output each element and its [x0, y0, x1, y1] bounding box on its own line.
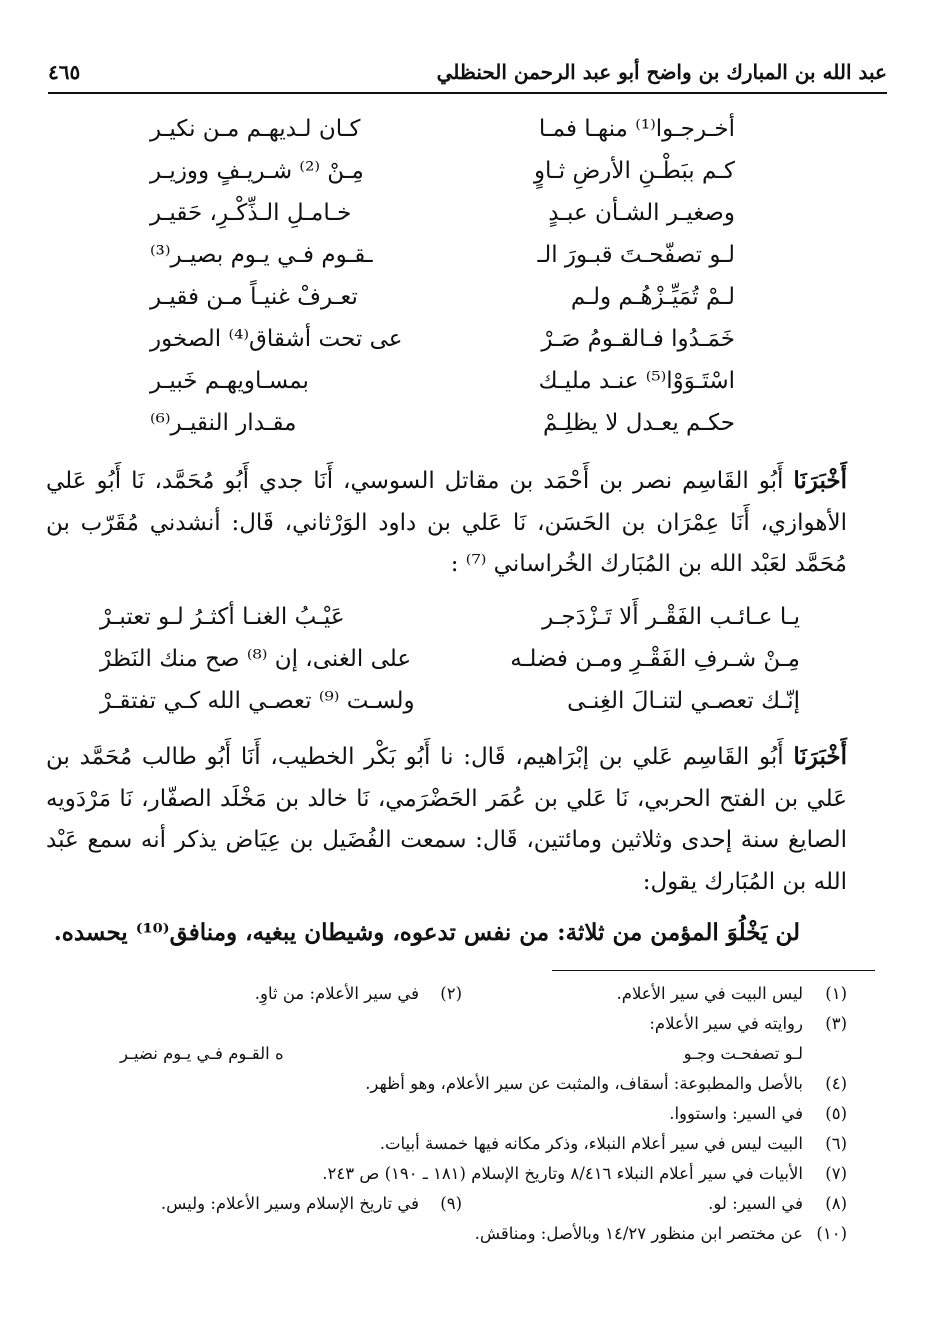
verse-first-hemistich: خَمَـدُوا فـالقـومُ صَـرْ [541, 326, 735, 352]
verse-first-hemistich: إنّـك تعصـي لتنـالَ الغِنـى [567, 688, 800, 714]
footnote-verse-second-hemistich: ه القـوم فـي يـوم نضيـر [120, 1044, 284, 1063]
footnote-rule [552, 970, 875, 971]
verse [150, 410, 735, 452]
verse-first-hemistich: حكـم يعـدل لا يظلِـمْ [543, 410, 735, 436]
footnote [70, 1224, 847, 1254]
verse-second-hemistich: تعـرفْ غنيـاً مـن فقيـر [150, 284, 358, 310]
footnote-number: (٥) [825, 1104, 847, 1123]
isnad-paragraph-second [46, 736, 847, 903]
footnote-number: (٦) [825, 1134, 847, 1153]
verse [100, 646, 800, 688]
verse-second-hemistich: على الغنى، إن ⁽⁸⁾ صح منك النَظرْ [100, 646, 412, 672]
header-rule [48, 92, 887, 94]
running-head-title: عبد الله بن المبارك بن واضح أبو عبد الرحمن الحنظلي [436, 60, 887, 84]
verse [100, 604, 800, 646]
verse [150, 200, 735, 242]
verse-second-hemistich: خـامـلِ الـذِّكْـرِ، حَقيـر [150, 200, 352, 226]
verse [150, 368, 735, 410]
verse [100, 688, 800, 730]
footnotes [70, 984, 847, 1254]
footnote-number: (١) [825, 984, 847, 1003]
footnote-number: (٢) [440, 984, 462, 1003]
verse-first-hemistich: يـا عـائـب الفَقْـر أَلا تَـزْدَجـر [542, 604, 800, 630]
verse [150, 326, 735, 368]
verse-first-hemistich: وصغيـر الشـأن عبـدٍ [548, 200, 735, 226]
verse-second-hemistich: ـقـوم فـي يـوم بصيـر⁽³⁾ [150, 242, 373, 268]
paragraph-text: أَبُو القَاسِم نصر بن أَحْمَد بن مقاتل السوسي، أَنَا جدي أَبُو مُحَمَّد، نَا أَبُو عَلي الأهوازي، أَنَا عِمْرَان بن الحَسَن، نَا عَلي بن داود الوَرْثاني، قَال: أنشدني مُقَرّب بن مُحَمَّد لعَبْد الله بن المُبَارك الخُراساني ⁽⁷⁾ : [46, 468, 847, 577]
quoted-saying: لن يَخْلُوَ المؤمن من ثلاثة: من نفس تدعوه، وشيطان يبغيه، ومنافق⁽¹⁰⁾ يحسده. [53, 919, 800, 946]
footnote-number: (٣) [825, 1014, 847, 1033]
verse-first-hemistich: لـمْ تُمَيِّـزْهُـم ولـم [570, 284, 735, 310]
verse-second-hemistich: مِـنْ ⁽²⁾ شـريـفٍ ووزيـر [150, 158, 364, 184]
footnote-text: ليس البيت في سير الأعلام. [616, 984, 803, 1003]
footnote-number: (٩) [440, 1194, 462, 1213]
verse-first-hemistich: اسْتَـوَوْا⁽⁵⁾ عنـد مليـك [538, 368, 735, 394]
footnote-text: في السير: لو. [708, 1194, 803, 1213]
footnote [70, 984, 847, 1014]
verse-first-hemistich: أخـرجـوا⁽¹⁾ منهـا فمـا [538, 116, 735, 142]
footnote [70, 1194, 847, 1224]
footnote-number: (٨) [825, 1194, 847, 1213]
footnote-text: الأبيات في سير أعلام النبلاء ٨/٤١٦ وتاريخ الإسلام (١٨١ ـ ١٩٠) ص ٢٤٣. [322, 1164, 803, 1183]
footnote-text: البيت ليس في سير أعلام النبلاء، وذكر مكانه فيها خمسة أبيات. [379, 1134, 803, 1153]
footnote-number: (٧) [825, 1164, 847, 1183]
verse [150, 242, 735, 284]
footnote-text: روايته في سير الأعلام: [649, 1014, 803, 1033]
verse-second-hemistich: عَيْـبُ الغنـا أكثـرُ لـو تعتبـرْ [100, 604, 345, 630]
footnote-verse [70, 1044, 847, 1074]
footnote [70, 1104, 847, 1134]
verse [150, 284, 735, 326]
footnote-text: في تاريخ الإسلام وسير الأعلام: وليس. [160, 1194, 419, 1213]
verse-first-hemistich: مِـنْ شـرفِ الفَقْـرِ ومـن فضلـه [510, 646, 800, 672]
verse-second-hemistich: كـان لـديهـم مـن نكيـر [150, 116, 361, 142]
poem-second [100, 604, 800, 730]
akhbarana-keyword: أَخْبَرَنَا [793, 467, 847, 494]
verse [150, 116, 735, 158]
isnad-paragraph-first [46, 460, 847, 586]
footnote [70, 1164, 847, 1194]
paragraph-text: أَبُو القَاسِم عَلي بن إبْرَاهيم، قَال: نا أَبُو بَكْر الخطيب، أَنَا أَبُو طالب مُحَمَّد بن عَلي بن الفتح الحربي، نَا عَلي بن عُمَر الحَضْرَمي، نَا خالد بن مَخْلَد الصفّار، نَا مَرْدَويه الصايغ سنة إحدى وثلاثين ومائتين، قَال: سمعت الفُضَيل بن عِيَاض يذكر أنه سمع عَبْد الله بن المُبَارك يقول: [46, 744, 847, 895]
footnote [70, 1134, 847, 1164]
footnote-number: (٤) [825, 1074, 847, 1093]
verse-first-hemistich: لـو تصفّحـتَ قبـورَ الـ [537, 242, 735, 268]
verse-second-hemistich: بمسـاويهـم خَبيـر [150, 368, 309, 394]
footnote-text: في سير الأعلام: من ثاوِ. [254, 984, 419, 1003]
akhbarana-keyword: أَخْبَرَنَا [793, 743, 847, 770]
verse-second-hemistich: ولسـت ⁽⁹⁾ تعصـي الله كـي تفتقـرْ [100, 688, 415, 714]
footnote [70, 1014, 847, 1044]
footnote-verse-first-hemistich: لـو تصفحـت وجـو [683, 1044, 803, 1063]
verse-first-hemistich: كـم ببَطْـنِ الأرضِ ثـاوٍ [533, 158, 735, 184]
page-number: ٤٦٥ [48, 60, 81, 84]
verse-second-hemistich: مقـدار النقيـر⁽⁶⁾ [150, 410, 297, 436]
footnote-text: في السير: واستووا. [669, 1104, 803, 1123]
footnote [70, 1074, 847, 1104]
footnote-number: (١٠) [816, 1224, 847, 1243]
poem-first [150, 116, 735, 452]
verse [150, 158, 735, 200]
footnote-text: بالأصل والمطبوعة: أسقاف، والمثبت عن سير الأعلام، وهو أظهر. [365, 1074, 803, 1093]
running-head [48, 54, 887, 90]
footnote-text: عن مختصر ابن منظور ١٤/٢٧ وبالأصل: ومناقش. [474, 1224, 803, 1243]
verse-second-hemistich: عى تحت أشقاق⁽⁴⁾ الصخور [150, 326, 403, 352]
